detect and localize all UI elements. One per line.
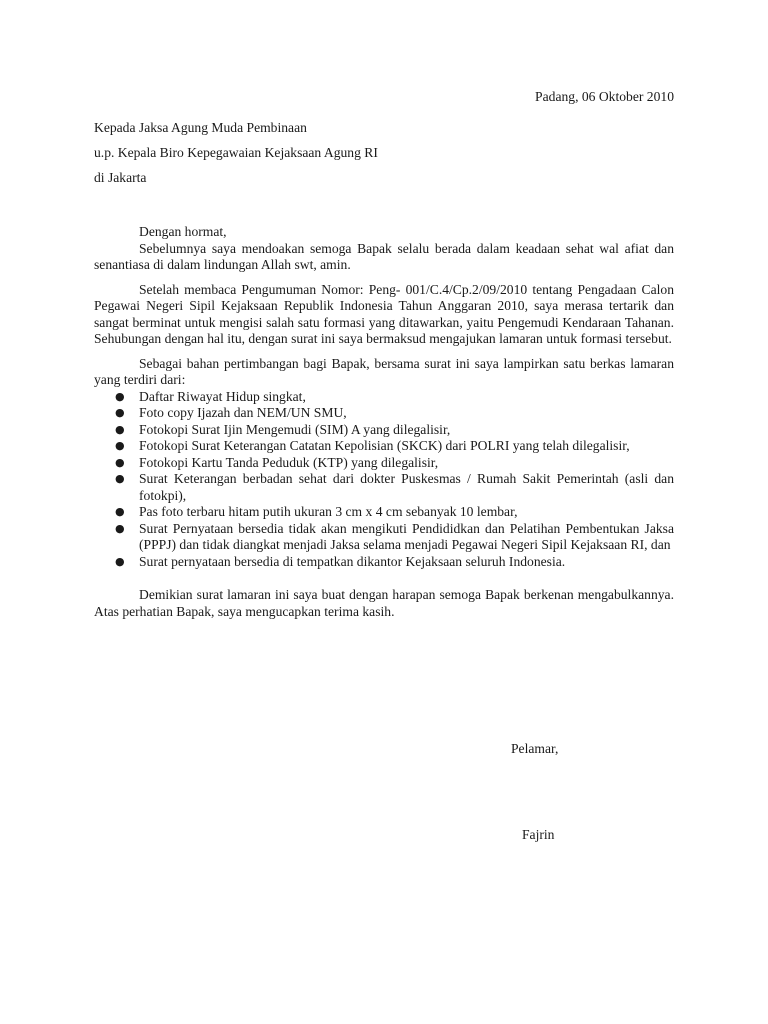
- recipient-line-2: u.p. Kepala Biro Kepegawaian Kejaksaan Agung RI: [94, 145, 378, 160]
- bullet-icon: ●: [115, 422, 125, 436]
- list-item: ● Foto copy Ijazah dan NEM/UN SMU,: [115, 405, 347, 420]
- bullet-icon: ●: [115, 505, 125, 518]
- salutation: Dengan hormat,: [139, 224, 227, 239]
- bullet-icon: ●: [115, 406, 125, 419]
- paragraph-opening: Sebelumnya saya mendoakan semoga Bapak selalu berada dalam keadaan sehat wal afiat dan senantiasa di dalam lindungan Allah swt, amin.: [94, 240, 674, 272]
- list-item: ● Fotokopi Surat Ijin Mengemudi (SIM) A yang dilegalisir,: [115, 421, 451, 437]
- bullet-icon: ●: [115, 554, 125, 568]
- bullet-icon: ●: [115, 521, 125, 535]
- place-date: Padang, 06 Oktober 2010: [535, 89, 674, 104]
- list-item: ● Fotokopi Kartu Tanda Peduduk (KTP) yang dilegalisir,: [115, 454, 439, 470]
- list-item: ● Pas foto terbaru hitam putih ukuran 3 cm x 4 cm sebanyak 10 lembar,: [115, 504, 518, 519]
- paragraph-attachments-intro: Sebagai bahan pertimbangan bagi Bapak, bersama surat ini saya lampirkan satu berkas lamaran yang terdiri dari:: [94, 355, 674, 387]
- recipient-line-1: Kepada Jaksa Agung Muda Pembinaan: [94, 120, 307, 135]
- attachments-list: [94, 389, 674, 571]
- list-item: ● Fotokopi Surat Keterangan Catatan Kepolisian (SKCK) dari POLRI yang telah dilegalisir,: [115, 438, 630, 453]
- list-item: ● Surat pernyataan bersedia di tempatkan dikantor Kejaksaan seluruh Indonesia.: [115, 553, 566, 569]
- bullet-icon: ●: [115, 455, 125, 469]
- paragraph-announcement: Setelah membaca Pengumuman Nomor: Peng- 001/C.4/Cp.2/09/2010 tentang Pengadaan Calon Pegawai Negeri Sipil Kejaksaan Republik Indonesia Tahun Anggaran 2010, saya merasa tertarik dan sangat berminat untuk mengisi salah satu formasi yang ditawarkan, yaitu Pengemudi Kendaraan Tahanan. Sehubungan dengan hal itu, dengan surat ini saya bermaksud mengajukan lamaran untuk formasi tersebut.: [94, 281, 674, 346]
- letter-body: [94, 224, 674, 620]
- list-item: ● Surat Pernyataan bersedia tidak akan mengikuti Pendididkan dan Pelatihan Pembentukan Jaksa (PPPJ) dan tidak diangkat menjadi Jaksa selama menjadi Pegawai Negeri Sipil Kejaksaan RI, dan: [115, 520, 674, 552]
- signature-label: Pelamar,: [511, 741, 559, 756]
- recipient-line-3: di Jakarta: [94, 170, 147, 185]
- list-item: ● Surat Keterangan berbadan sehat dari dokter Puskesmas / Rumah Sakit Pemerintah (asli dan fotokpi),: [115, 471, 674, 503]
- bullet-icon: ●: [115, 439, 125, 452]
- paragraph-closing: Demikian surat lamaran ini saya buat dengan harapan semoga Bapak berkenan mengabulkannya. Atas perhatian Bapak, saya mengucapkan terima kasih.: [94, 587, 674, 619]
- list-item: ● Daftar Riwayat Hidup singkat,: [115, 388, 306, 404]
- bullet-icon: ●: [115, 389, 125, 403]
- signatory-name: Fajrin: [522, 827, 555, 842]
- bullet-icon: ●: [115, 472, 125, 485]
